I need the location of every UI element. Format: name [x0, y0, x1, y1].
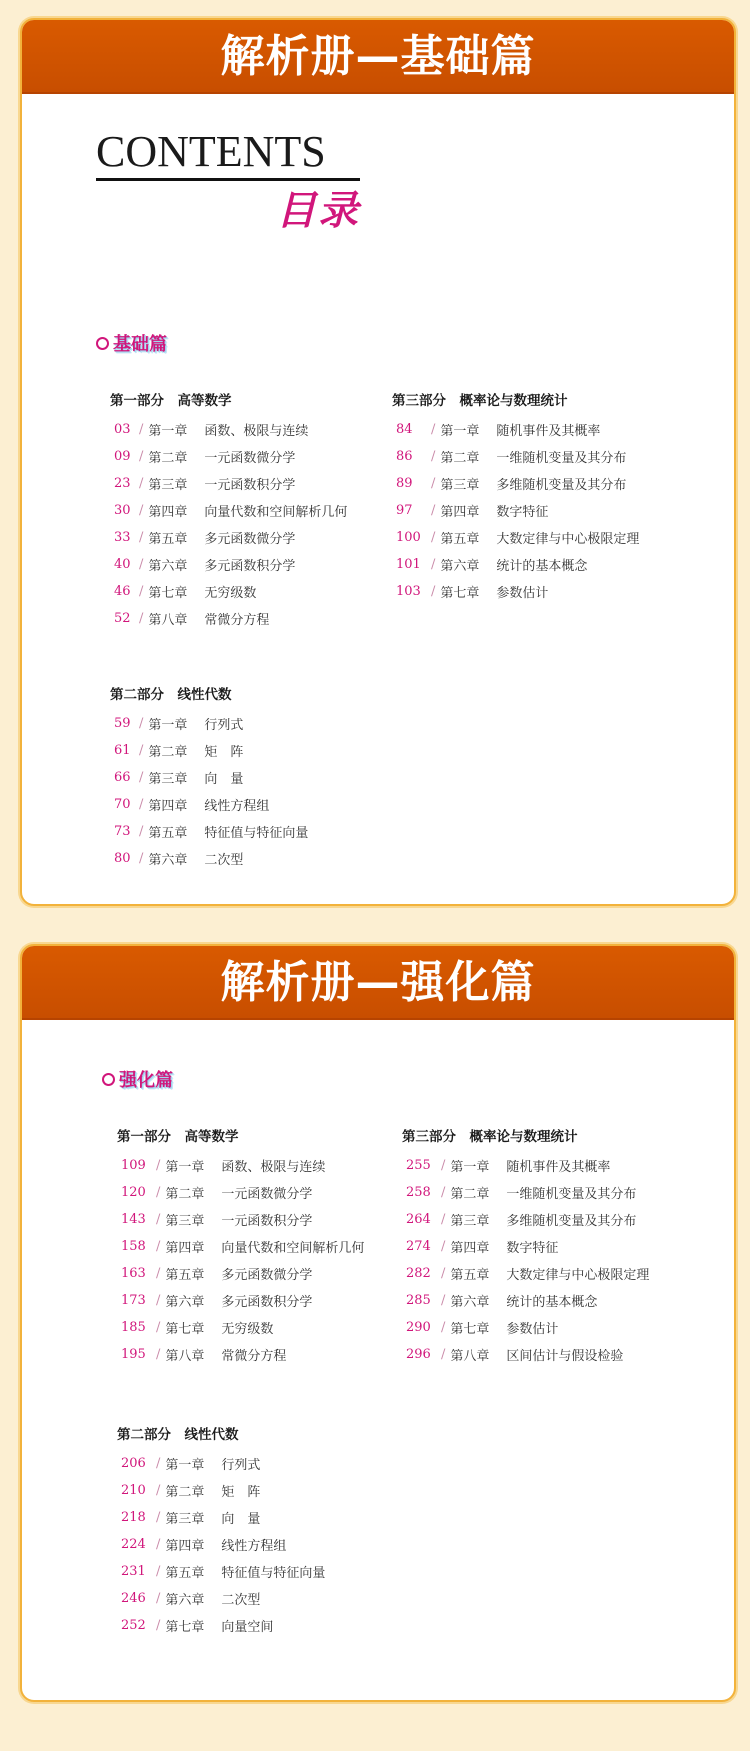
slash-separator: / [139, 503, 144, 518]
toc-entry[interactable] [402, 1206, 649, 1233]
chapter-number: 第七章 [165, 1322, 205, 1337]
toc-entry[interactable] [110, 818, 308, 845]
slash-separator: / [139, 797, 144, 812]
page-number: 163 [121, 1266, 146, 1281]
chapter-title: 向量代数和空间解析几何 [204, 505, 348, 520]
part-title: 第三部分 概率论与数理统计 [392, 393, 568, 409]
slash-separator: / [139, 476, 144, 491]
chapter-title: 一维随机变量及其分布 [496, 451, 627, 466]
page-number: 86 [396, 449, 413, 464]
slash-separator: / [431, 584, 436, 599]
slash-separator: / [139, 851, 144, 866]
chapter-number: 第一章 [450, 1160, 490, 1175]
toc-entry[interactable] [392, 497, 639, 524]
chapter-title: 向 量 [204, 772, 244, 787]
chapter-number: 第二章 [148, 745, 188, 760]
chapter-number: 第七章 [440, 586, 480, 601]
page-number: 46 [114, 584, 131, 599]
chapter-number: 第六章 [440, 559, 480, 574]
contents-rule [96, 178, 360, 181]
slash-separator: / [156, 1320, 161, 1335]
chapter-title: 一维随机变量及其分布 [506, 1187, 637, 1202]
slash-separator: / [139, 611, 144, 626]
toc-entry[interactable] [402, 1341, 649, 1368]
toc-entry[interactable] [117, 1341, 364, 1368]
part-title: 第三部分 概率论与数理统计 [402, 1129, 578, 1145]
page-number: 120 [121, 1185, 146, 1200]
page-number: 103 [396, 584, 421, 599]
part-title: 第一部分 高等数学 [117, 1129, 239, 1145]
chapter-number: 第四章 [450, 1241, 490, 1256]
toc-entry[interactable] [402, 1287, 649, 1314]
chapter-number: 第二章 [165, 1187, 205, 1202]
basic-card [20, 18, 736, 906]
chapter-number: 第三章 [440, 478, 480, 493]
page-number: 23 [114, 476, 131, 491]
toc-entry[interactable] [392, 443, 639, 470]
chapter-number: 第四章 [165, 1539, 205, 1554]
chapter-title: 区间估计与假设检验 [506, 1349, 624, 1364]
chapter-title: 向量代数和空间解析几何 [221, 1241, 365, 1256]
chapter-title: 一元函数微分学 [221, 1187, 313, 1202]
page-number: 274 [406, 1239, 431, 1254]
slash-separator: / [156, 1158, 161, 1173]
advanced-part-3 [402, 1128, 649, 1368]
chapter-number: 第二章 [148, 451, 188, 466]
slash-separator: / [156, 1537, 161, 1552]
slash-separator: / [156, 1618, 161, 1633]
chapter-number: 第四章 [148, 799, 188, 814]
chapter-title: 特征值与特征向量 [221, 1566, 326, 1581]
slash-separator: / [139, 770, 144, 785]
toc-entry[interactable] [402, 1260, 649, 1287]
page-number: 33 [114, 530, 131, 545]
toc-entry[interactable] [392, 470, 639, 497]
part-title: 第二部分 线性代数 [117, 1427, 239, 1443]
chapter-number: 第七章 [450, 1322, 490, 1337]
chapter-title: 常微分方程 [204, 613, 270, 628]
toc-entry[interactable] [110, 443, 347, 470]
contents-heading [96, 127, 360, 234]
toc-entry[interactable] [392, 578, 639, 605]
toc-entry[interactable] [117, 1531, 325, 1558]
slash-separator: / [139, 557, 144, 572]
advanced-part-1 [117, 1128, 364, 1368]
chapter-title: 多元函数微分学 [221, 1268, 313, 1283]
slash-separator: / [156, 1510, 161, 1525]
chapter-number: 第一章 [165, 1458, 205, 1473]
chapter-title: 线性方程组 [221, 1539, 287, 1554]
page-number: 195 [121, 1347, 146, 1362]
chapter-number: 第七章 [148, 586, 188, 601]
toc-entry[interactable] [117, 1450, 325, 1477]
page-number: 52 [114, 611, 131, 626]
chapter-number: 第八章 [165, 1349, 205, 1364]
basic-part-2 [110, 686, 308, 872]
chapter-number: 第三章 [165, 1214, 205, 1229]
toc-entry[interactable] [117, 1152, 364, 1179]
chapter-number: 第八章 [450, 1349, 490, 1364]
slash-separator: / [156, 1483, 161, 1498]
toc-entry[interactable] [117, 1314, 364, 1341]
slash-separator: / [441, 1347, 446, 1362]
slash-separator: / [156, 1591, 161, 1606]
chapter-number: 第五章 [440, 532, 480, 547]
toc-entry[interactable] [110, 764, 308, 791]
chapter-number: 第五章 [148, 826, 188, 841]
slash-separator: / [156, 1347, 161, 1362]
toc-entry[interactable] [110, 416, 347, 443]
toc-entry[interactable] [117, 1585, 325, 1612]
toc-entry[interactable] [110, 710, 308, 737]
advanced-section-heading [102, 1066, 173, 1092]
page-number: 206 [121, 1456, 146, 1471]
chapter-title: 矩 阵 [221, 1485, 261, 1500]
chapter-title: 大数定律与中心极限定理 [506, 1268, 650, 1283]
chapter-title: 多维随机变量及其分布 [496, 478, 627, 493]
toc-entry[interactable] [110, 497, 347, 524]
slash-separator: / [156, 1564, 161, 1579]
slash-separator: / [431, 503, 436, 518]
page-number: 59 [114, 716, 131, 731]
page-number: 40 [114, 557, 131, 572]
slash-separator: / [156, 1456, 161, 1471]
toc-entry[interactable] [117, 1612, 325, 1639]
toc-entry[interactable] [110, 470, 347, 497]
page-number: 143 [121, 1212, 146, 1227]
toc-entry[interactable] [110, 551, 347, 578]
chapter-number: 第二章 [440, 451, 480, 466]
toc-entry[interactable] [110, 524, 347, 551]
contents-chinese: 目录 [276, 188, 360, 234]
slash-separator: / [139, 716, 144, 731]
chapter-title: 线性方程组 [204, 799, 270, 814]
page-number: 70 [114, 797, 131, 812]
chapter-title: 一元函数微分学 [204, 451, 296, 466]
chapter-number: 第六章 [450, 1295, 490, 1310]
slash-separator: / [431, 557, 436, 572]
chapter-title: 无穷级数 [221, 1322, 274, 1337]
chapter-number: 第三章 [148, 772, 188, 787]
page-number: 73 [114, 824, 131, 839]
slash-separator: / [156, 1293, 161, 1308]
page-number: 89 [396, 476, 413, 491]
page-number: 246 [121, 1591, 146, 1606]
slash-separator: / [156, 1212, 161, 1227]
chapter-number: 第一章 [148, 424, 188, 439]
slash-separator: / [431, 449, 436, 464]
slash-separator: / [431, 422, 436, 437]
page-number: 224 [121, 1537, 146, 1552]
contents-english: CONTENTS [96, 127, 326, 176]
toc-entry[interactable] [110, 605, 347, 632]
slash-separator: / [139, 422, 144, 437]
chapter-number: 第四章 [440, 505, 480, 520]
basic-part-1 [110, 392, 347, 632]
chapter-number: 第四章 [165, 1241, 205, 1256]
page-number: 218 [121, 1510, 146, 1525]
section-label: 强化篇 [119, 1070, 173, 1091]
chapter-title: 矩 阵 [204, 745, 244, 760]
page-number: 173 [121, 1293, 146, 1308]
toc-entry[interactable] [117, 1287, 364, 1314]
chapter-number: 第二章 [165, 1485, 205, 1500]
chapter-number: 第五章 [165, 1268, 205, 1283]
chapter-number: 第六章 [165, 1295, 205, 1310]
slash-separator: / [139, 824, 144, 839]
chapter-title: 常微分方程 [221, 1349, 287, 1364]
slash-separator: / [441, 1185, 446, 1200]
advanced-part-2 [117, 1426, 325, 1639]
page-number: 231 [121, 1564, 146, 1579]
chapter-number: 第七章 [165, 1620, 205, 1635]
slash-separator: / [441, 1320, 446, 1335]
page-number: 296 [406, 1347, 431, 1362]
page-number: 61 [114, 743, 131, 758]
chapter-title: 多元函数微分学 [204, 532, 296, 547]
slash-separator: / [441, 1266, 446, 1281]
chapter-title: 二次型 [221, 1593, 261, 1608]
toc-entry[interactable] [402, 1314, 649, 1341]
slash-separator: / [156, 1185, 161, 1200]
chapter-title: 特征值与特征向量 [204, 826, 309, 841]
page-number: 264 [406, 1212, 431, 1227]
chapter-title: 参数估计 [506, 1322, 559, 1337]
page-number: 185 [121, 1320, 146, 1335]
chapter-title: 数字特征 [496, 505, 549, 520]
page-number: 290 [406, 1320, 431, 1335]
chapter-number: 第三章 [165, 1512, 205, 1527]
chapter-number: 第三章 [450, 1214, 490, 1229]
page-number: 258 [406, 1185, 431, 1200]
chapter-title: 多元函数积分学 [221, 1295, 313, 1310]
chapter-number: 第五章 [450, 1268, 490, 1283]
slash-separator: / [139, 530, 144, 545]
chapter-number: 第六章 [148, 853, 188, 868]
chapter-number: 第二章 [450, 1187, 490, 1202]
toc-entry[interactable] [117, 1179, 364, 1206]
basic-section-heading [96, 330, 167, 356]
toc-entry[interactable] [117, 1260, 364, 1287]
chapter-number: 第三章 [148, 478, 188, 493]
chapter-title: 统计的基本概念 [506, 1295, 598, 1310]
chapter-title: 数字特征 [506, 1241, 559, 1256]
toc-entry[interactable] [117, 1504, 325, 1531]
slash-separator: / [441, 1158, 446, 1173]
advanced-banner: 解析册—强化篇 [22, 946, 734, 1020]
chapter-title: 函数、极限与连续 [221, 1160, 326, 1175]
chapter-title: 向量空间 [221, 1620, 274, 1635]
part-title: 第二部分 线性代数 [110, 687, 232, 703]
page-number: 09 [114, 449, 131, 464]
slash-separator: / [139, 449, 144, 464]
chapter-title: 二次型 [204, 853, 244, 868]
circle-icon [96, 337, 109, 350]
toc-entry[interactable] [402, 1233, 649, 1260]
chapter-title: 无穷级数 [204, 586, 257, 601]
page-number: 100 [396, 530, 421, 545]
chapter-title: 行列式 [204, 718, 244, 733]
slash-separator: / [441, 1239, 446, 1254]
toc-entry[interactable] [117, 1477, 325, 1504]
toc-entry[interactable] [110, 791, 308, 818]
basic-part-3 [392, 392, 639, 605]
circle-icon [102, 1073, 115, 1086]
chapter-number: 第五章 [148, 532, 188, 547]
page-number: 84 [396, 422, 413, 437]
toc-entry[interactable] [402, 1152, 649, 1179]
chapter-title: 参数估计 [496, 586, 549, 601]
page-number: 109 [121, 1158, 146, 1173]
page-number: 66 [114, 770, 131, 785]
slash-separator: / [441, 1212, 446, 1227]
page-number: 285 [406, 1293, 431, 1308]
toc-entry[interactable] [402, 1179, 649, 1206]
page-number: 30 [114, 503, 131, 518]
chapter-title: 向 量 [221, 1512, 261, 1527]
toc-entry[interactable] [117, 1233, 364, 1260]
chapter-number: 第一章 [440, 424, 480, 439]
chapter-title: 一元函数积分学 [204, 478, 296, 493]
chapter-number: 第四章 [148, 505, 188, 520]
page-number: 252 [121, 1618, 146, 1633]
part-title: 第一部分 高等数学 [110, 393, 232, 409]
chapter-title: 统计的基本概念 [496, 559, 588, 574]
page-number: 158 [121, 1239, 146, 1254]
toc-entry[interactable] [392, 551, 639, 578]
slash-separator: / [441, 1293, 446, 1308]
chapter-title: 一元函数积分学 [221, 1214, 313, 1229]
page-number: 282 [406, 1266, 431, 1281]
chapter-number: 第五章 [165, 1566, 205, 1581]
basic-banner: 解析册—基础篇 [22, 20, 734, 94]
chapter-number: 第一章 [165, 1160, 205, 1175]
toc-entry[interactable] [110, 737, 308, 764]
page-number: 210 [121, 1483, 146, 1498]
page-number: 97 [396, 503, 413, 518]
slash-separator: / [139, 584, 144, 599]
slash-separator: / [156, 1266, 161, 1281]
chapter-title: 多元函数积分学 [204, 559, 296, 574]
chapter-title: 随机事件及其概率 [496, 424, 601, 439]
toc-entry[interactable] [117, 1206, 364, 1233]
chapter-title: 函数、极限与连续 [204, 424, 309, 439]
page-number: 101 [396, 557, 421, 572]
slash-separator: / [431, 476, 436, 491]
advanced-card [20, 944, 736, 1702]
slash-separator: / [156, 1239, 161, 1254]
chapter-number: 第一章 [148, 718, 188, 733]
page-number: 80 [114, 851, 131, 866]
chapter-number: 第六章 [148, 559, 188, 574]
chapter-number: 第八章 [148, 613, 188, 628]
chapter-title: 大数定律与中心极限定理 [496, 532, 640, 547]
chapter-title: 多维随机变量及其分布 [506, 1214, 637, 1229]
slash-separator: / [139, 743, 144, 758]
page-number: 255 [406, 1158, 431, 1173]
slash-separator: / [431, 530, 436, 545]
toc-entry[interactable] [117, 1558, 325, 1585]
toc-entry[interactable] [392, 416, 639, 443]
toc-entry[interactable] [110, 845, 308, 872]
toc-entry[interactable] [392, 524, 639, 551]
chapter-number: 第六章 [165, 1593, 205, 1608]
chapter-title: 随机事件及其概率 [506, 1160, 611, 1175]
toc-entry[interactable] [110, 578, 347, 605]
section-label: 基础篇 [113, 334, 167, 355]
chapter-title: 行列式 [221, 1458, 261, 1473]
page-number: 03 [114, 422, 131, 437]
